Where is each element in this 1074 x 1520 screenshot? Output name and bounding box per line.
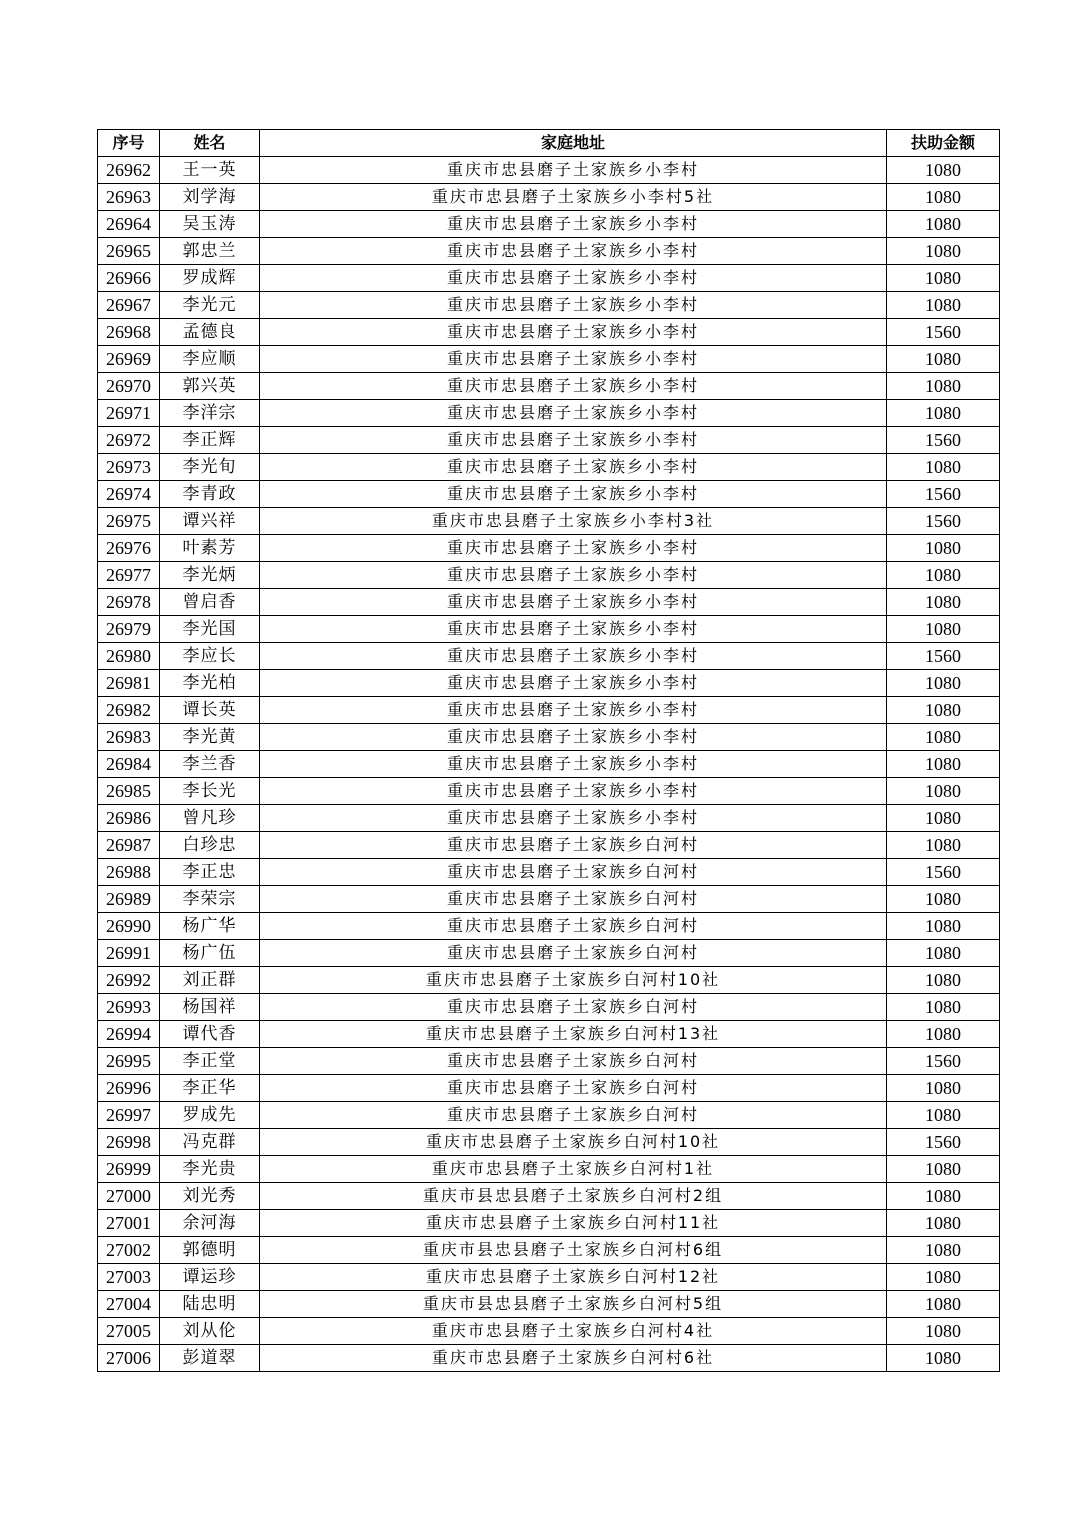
cell-name: 谭兴祥 <box>160 508 260 535</box>
cell-assistance-amount: 1080 <box>887 832 1000 859</box>
table-row <box>98 913 1000 940</box>
table-row <box>98 751 1000 778</box>
cell-home-address: 重庆市忠县磨子土家族乡小李村 <box>260 724 887 751</box>
cell-name: 冯克群 <box>160 1129 260 1156</box>
cell-name: 吴玉涛 <box>160 211 260 238</box>
cell-assistance-amount: 1080 <box>887 805 1000 832</box>
cell-assistance-amount: 1080 <box>887 751 1000 778</box>
cell-serial-number: 26975 <box>98 508 160 535</box>
cell-assistance-amount: 1080 <box>887 535 1000 562</box>
table-row <box>98 967 1000 994</box>
cell-assistance-amount: 1080 <box>887 670 1000 697</box>
cell-serial-number: 26971 <box>98 400 160 427</box>
cell-home-address: 重庆市忠县磨子土家族乡小李村 <box>260 238 887 265</box>
cell-serial-number: 26984 <box>98 751 160 778</box>
cell-name: 李正忠 <box>160 859 260 886</box>
cell-home-address: 重庆市忠县磨子土家族乡白河村 <box>260 913 887 940</box>
cell-assistance-amount: 1080 <box>887 400 1000 427</box>
cell-assistance-amount: 1560 <box>887 643 1000 670</box>
cell-serial-number: 26973 <box>98 454 160 481</box>
cell-assistance-amount: 1080 <box>887 697 1000 724</box>
cell-home-address: 重庆市忠县磨子土家族乡白河村 <box>260 1102 887 1129</box>
table-row <box>98 832 1000 859</box>
cell-name: 刘正群 <box>160 967 260 994</box>
cell-assistance-amount: 1080 <box>887 967 1000 994</box>
cell-serial-number: 26989 <box>98 886 160 913</box>
cell-serial-number: 26964 <box>98 211 160 238</box>
cell-name: 刘从伦 <box>160 1318 260 1345</box>
cell-home-address: 重庆市忠县磨子土家族乡白河村 <box>260 886 887 913</box>
cell-serial-number: 26978 <box>98 589 160 616</box>
cell-name: 李荣宗 <box>160 886 260 913</box>
table-row <box>98 616 1000 643</box>
cell-name: 刘光秀 <box>160 1183 260 1210</box>
cell-assistance-amount: 1080 <box>887 940 1000 967</box>
table-row <box>98 1129 1000 1156</box>
table-row <box>98 265 1000 292</box>
cell-serial-number: 26965 <box>98 238 160 265</box>
cell-name: 李光炳 <box>160 562 260 589</box>
cell-home-address: 重庆市县忠县磨子土家族乡白河村6组 <box>260 1237 887 1264</box>
cell-name: 李正堂 <box>160 1048 260 1075</box>
cell-name: 彭道翠 <box>160 1345 260 1372</box>
cell-serial-number: 26998 <box>98 1129 160 1156</box>
cell-name: 郭德明 <box>160 1237 260 1264</box>
table-row <box>98 1102 1000 1129</box>
table-header <box>98 130 1000 157</box>
cell-name: 杨广华 <box>160 913 260 940</box>
cell-name: 罗成辉 <box>160 265 260 292</box>
table-row <box>98 805 1000 832</box>
table-row <box>98 589 1000 616</box>
cell-assistance-amount: 1080 <box>887 1237 1000 1264</box>
cell-name: 谭代香 <box>160 1021 260 1048</box>
cell-assistance-amount: 1560 <box>887 319 1000 346</box>
table-row <box>98 1156 1000 1183</box>
cell-serial-number: 27003 <box>98 1264 160 1291</box>
cell-name: 曾启香 <box>160 589 260 616</box>
cell-assistance-amount: 1080 <box>887 1075 1000 1102</box>
table-row <box>98 940 1000 967</box>
cell-serial-number: 26980 <box>98 643 160 670</box>
cell-assistance-amount: 1560 <box>887 1129 1000 1156</box>
table-row <box>98 346 1000 373</box>
cell-home-address: 重庆市忠县磨子土家族乡小李村 <box>260 535 887 562</box>
table-row <box>98 184 1000 211</box>
cell-assistance-amount: 1080 <box>887 1183 1000 1210</box>
cell-assistance-amount: 1080 <box>887 211 1000 238</box>
cell-serial-number: 26972 <box>98 427 160 454</box>
cell-serial-number: 26968 <box>98 319 160 346</box>
cell-name: 孟德良 <box>160 319 260 346</box>
cell-home-address: 重庆市忠县磨子土家族乡白河村 <box>260 1075 887 1102</box>
cell-home-address: 重庆市忠县磨子土家族乡小李村 <box>260 643 887 670</box>
cell-home-address: 重庆市忠县磨子土家族乡小李村 <box>260 778 887 805</box>
cell-name: 谭运珍 <box>160 1264 260 1291</box>
header-name: 姓名 <box>160 130 260 157</box>
table-row <box>98 1345 1000 1372</box>
cell-assistance-amount: 1080 <box>887 913 1000 940</box>
table-row <box>98 859 1000 886</box>
cell-serial-number: 26988 <box>98 859 160 886</box>
cell-name: 曾凡珍 <box>160 805 260 832</box>
cell-serial-number: 26990 <box>98 913 160 940</box>
cell-assistance-amount: 1080 <box>887 1318 1000 1345</box>
cell-name: 李光黄 <box>160 724 260 751</box>
cell-assistance-amount: 1560 <box>887 481 1000 508</box>
cell-name: 李光旬 <box>160 454 260 481</box>
cell-home-address: 重庆市忠县磨子土家族乡白河村 <box>260 859 887 886</box>
cell-serial-number: 26993 <box>98 994 160 1021</box>
table-row <box>98 319 1000 346</box>
cell-serial-number: 27002 <box>98 1237 160 1264</box>
cell-assistance-amount: 1560 <box>887 1048 1000 1075</box>
cell-serial-number: 26967 <box>98 292 160 319</box>
table-row <box>98 292 1000 319</box>
cell-assistance-amount: 1080 <box>887 886 1000 913</box>
table-body <box>98 157 1000 1372</box>
cell-home-address: 重庆市忠县磨子土家族乡白河村 <box>260 832 887 859</box>
cell-serial-number: 26982 <box>98 697 160 724</box>
table-row <box>98 535 1000 562</box>
cell-name: 李应长 <box>160 643 260 670</box>
cell-home-address: 重庆市忠县磨子土家族乡白河村4社 <box>260 1318 887 1345</box>
cell-home-address: 重庆市忠县磨子土家族乡小李村3社 <box>260 508 887 535</box>
cell-serial-number: 26986 <box>98 805 160 832</box>
cell-home-address: 重庆市忠县磨子土家族乡小李村 <box>260 454 887 481</box>
cell-serial-number: 26996 <box>98 1075 160 1102</box>
table-row <box>98 481 1000 508</box>
cell-serial-number: 26997 <box>98 1102 160 1129</box>
cell-serial-number: 26992 <box>98 967 160 994</box>
cell-name: 刘学海 <box>160 184 260 211</box>
table-row <box>98 157 1000 184</box>
cell-serial-number: 27005 <box>98 1318 160 1345</box>
cell-serial-number: 26969 <box>98 346 160 373</box>
cell-serial-number: 26963 <box>98 184 160 211</box>
cell-name: 李兰香 <box>160 751 260 778</box>
cell-assistance-amount: 1080 <box>887 1264 1000 1291</box>
cell-serial-number: 26981 <box>98 670 160 697</box>
cell-serial-number: 26970 <box>98 373 160 400</box>
cell-assistance-amount: 1080 <box>887 184 1000 211</box>
cell-name: 李洋宗 <box>160 400 260 427</box>
cell-name: 叶素芳 <box>160 535 260 562</box>
cell-serial-number: 27006 <box>98 1345 160 1372</box>
cell-name: 谭长英 <box>160 697 260 724</box>
table-row <box>98 724 1000 751</box>
cell-assistance-amount: 1080 <box>887 724 1000 751</box>
cell-home-address: 重庆市忠县磨子土家族乡小李村 <box>260 157 887 184</box>
cell-home-address: 重庆市县忠县磨子土家族乡白河村2组 <box>260 1183 887 1210</box>
table-row <box>98 1021 1000 1048</box>
cell-home-address: 重庆市忠县磨子土家族乡小李村 <box>260 589 887 616</box>
header-row <box>98 130 1000 157</box>
cell-assistance-amount: 1080 <box>887 157 1000 184</box>
cell-name: 郭忠兰 <box>160 238 260 265</box>
cell-name: 李长光 <box>160 778 260 805</box>
cell-name: 王一英 <box>160 157 260 184</box>
cell-home-address: 重庆市忠县磨子土家族乡小李村 <box>260 751 887 778</box>
cell-home-address: 重庆市县忠县磨子土家族乡白河村5组 <box>260 1291 887 1318</box>
cell-home-address: 重庆市忠县磨子土家族乡小李村 <box>260 805 887 832</box>
cell-assistance-amount: 1080 <box>887 616 1000 643</box>
table-row <box>98 778 1000 805</box>
table-row <box>98 427 1000 454</box>
table-row <box>98 886 1000 913</box>
cell-home-address: 重庆市忠县磨子土家族乡小李村 <box>260 265 887 292</box>
table-row <box>98 508 1000 535</box>
cell-name: 李正辉 <box>160 427 260 454</box>
table-row <box>98 1210 1000 1237</box>
cell-home-address: 重庆市忠县磨子土家族乡白河村6社 <box>260 1345 887 1372</box>
cell-home-address: 重庆市忠县磨子土家族乡小李村5社 <box>260 184 887 211</box>
header-assistance-amount: 扶助金额 <box>887 130 1000 157</box>
cell-serial-number: 26962 <box>98 157 160 184</box>
table-row <box>98 697 1000 724</box>
cell-home-address: 重庆市忠县磨子土家族乡白河村1社 <box>260 1156 887 1183</box>
header-serial-number: 序号 <box>98 130 160 157</box>
cell-home-address: 重庆市忠县磨子土家族乡小李村 <box>260 562 887 589</box>
cell-serial-number: 26983 <box>98 724 160 751</box>
cell-assistance-amount: 1080 <box>887 1156 1000 1183</box>
cell-name: 李光贵 <box>160 1156 260 1183</box>
cell-home-address: 重庆市忠县磨子土家族乡小李村 <box>260 211 887 238</box>
cell-assistance-amount: 1080 <box>887 346 1000 373</box>
assistance-table <box>97 129 1000 1372</box>
cell-home-address: 重庆市忠县磨子土家族乡白河村11社 <box>260 1210 887 1237</box>
table-row <box>98 1291 1000 1318</box>
cell-assistance-amount: 1080 <box>887 589 1000 616</box>
table-row <box>98 1318 1000 1345</box>
cell-serial-number: 26966 <box>98 265 160 292</box>
table-row <box>98 454 1000 481</box>
cell-serial-number: 26979 <box>98 616 160 643</box>
cell-assistance-amount: 1080 <box>887 373 1000 400</box>
cell-home-address: 重庆市忠县磨子土家族乡白河村13社 <box>260 1021 887 1048</box>
cell-home-address: 重庆市忠县磨子土家族乡小李村 <box>260 346 887 373</box>
cell-assistance-amount: 1560 <box>887 859 1000 886</box>
cell-home-address: 重庆市忠县磨子土家族乡白河村10社 <box>260 1129 887 1156</box>
table-row <box>98 373 1000 400</box>
cell-home-address: 重庆市忠县磨子土家族乡小李村 <box>260 400 887 427</box>
cell-serial-number: 26995 <box>98 1048 160 1075</box>
cell-serial-number: 26987 <box>98 832 160 859</box>
cell-home-address: 重庆市忠县磨子土家族乡白河村 <box>260 940 887 967</box>
table-row <box>98 238 1000 265</box>
cell-serial-number: 26976 <box>98 535 160 562</box>
cell-name: 郭兴英 <box>160 373 260 400</box>
table-row <box>98 1264 1000 1291</box>
cell-name: 杨国祥 <box>160 994 260 1021</box>
table-row <box>98 670 1000 697</box>
cell-name: 余河海 <box>160 1210 260 1237</box>
cell-assistance-amount: 1080 <box>887 454 1000 481</box>
cell-home-address: 重庆市忠县磨子土家族乡小李村 <box>260 373 887 400</box>
cell-home-address: 重庆市忠县磨子土家族乡白河村12社 <box>260 1264 887 1291</box>
table-row <box>98 1183 1000 1210</box>
cell-assistance-amount: 1080 <box>887 265 1000 292</box>
cell-home-address: 重庆市忠县磨子土家族乡小李村 <box>260 427 887 454</box>
cell-name: 陆忠明 <box>160 1291 260 1318</box>
cell-name: 李应顺 <box>160 346 260 373</box>
cell-assistance-amount: 1080 <box>887 1102 1000 1129</box>
cell-home-address: 重庆市忠县磨子土家族乡小李村 <box>260 616 887 643</box>
cell-assistance-amount: 1080 <box>887 1345 1000 1372</box>
cell-assistance-amount: 1080 <box>887 1021 1000 1048</box>
cell-home-address: 重庆市忠县磨子土家族乡小李村 <box>260 670 887 697</box>
cell-assistance-amount: 1080 <box>887 778 1000 805</box>
cell-assistance-amount: 1080 <box>887 292 1000 319</box>
cell-home-address: 重庆市忠县磨子土家族乡小李村 <box>260 319 887 346</box>
cell-home-address: 重庆市忠县磨子土家族乡白河村 <box>260 1048 887 1075</box>
cell-name: 李光柏 <box>160 670 260 697</box>
cell-name: 李光国 <box>160 616 260 643</box>
cell-serial-number: 27000 <box>98 1183 160 1210</box>
cell-home-address: 重庆市忠县磨子土家族乡小李村 <box>260 292 887 319</box>
cell-serial-number: 27004 <box>98 1291 160 1318</box>
cell-name: 白珍忠 <box>160 832 260 859</box>
cell-assistance-amount: 1080 <box>887 238 1000 265</box>
table-row <box>98 562 1000 589</box>
cell-assistance-amount: 1080 <box>887 562 1000 589</box>
cell-serial-number: 26991 <box>98 940 160 967</box>
cell-home-address: 重庆市忠县磨子土家族乡小李村 <box>260 697 887 724</box>
cell-serial-number: 26977 <box>98 562 160 589</box>
cell-assistance-amount: 1080 <box>887 1210 1000 1237</box>
cell-assistance-amount: 1560 <box>887 508 1000 535</box>
table-row <box>98 1237 1000 1264</box>
header-home-address: 家庭地址 <box>260 130 887 157</box>
table-row <box>98 400 1000 427</box>
cell-home-address: 重庆市忠县磨子土家族乡白河村 <box>260 994 887 1021</box>
cell-assistance-amount: 1080 <box>887 1291 1000 1318</box>
cell-serial-number: 26994 <box>98 1021 160 1048</box>
cell-name: 杨广伍 <box>160 940 260 967</box>
table-row <box>98 1075 1000 1102</box>
cell-home-address: 重庆市忠县磨子土家族乡小李村 <box>260 481 887 508</box>
cell-serial-number: 26974 <box>98 481 160 508</box>
cell-assistance-amount: 1080 <box>887 994 1000 1021</box>
cell-serial-number: 26985 <box>98 778 160 805</box>
table-row <box>98 211 1000 238</box>
table-row <box>98 643 1000 670</box>
cell-assistance-amount: 1560 <box>887 427 1000 454</box>
cell-name: 李青政 <box>160 481 260 508</box>
cell-name: 罗成先 <box>160 1102 260 1129</box>
cell-name: 李正华 <box>160 1075 260 1102</box>
table-row <box>98 1048 1000 1075</box>
cell-serial-number: 27001 <box>98 1210 160 1237</box>
cell-name: 李光元 <box>160 292 260 319</box>
cell-home-address: 重庆市忠县磨子土家族乡白河村10社 <box>260 967 887 994</box>
table-row <box>98 994 1000 1021</box>
cell-serial-number: 26999 <box>98 1156 160 1183</box>
